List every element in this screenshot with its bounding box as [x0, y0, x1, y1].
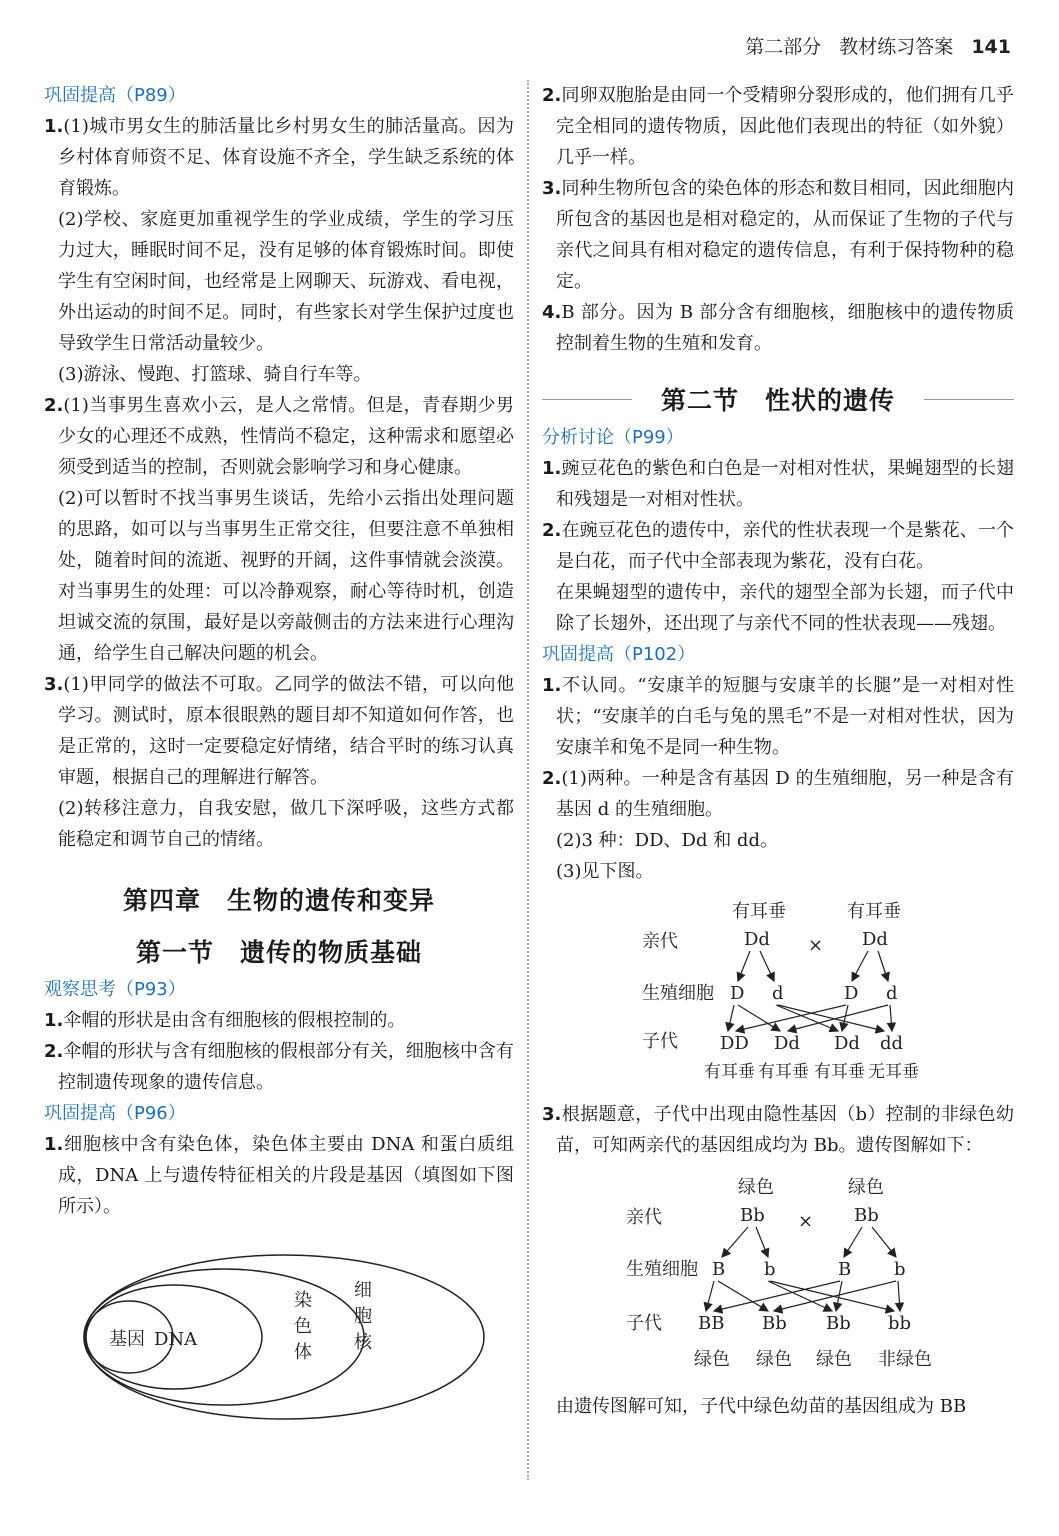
section-title: 巩固提高（P102） [542, 644, 696, 665]
left-column [44, 80, 514, 1426]
child-3: Bb [826, 1313, 851, 1334]
parent2-genotype: Bb [854, 1205, 879, 1226]
answer-item [44, 390, 514, 483]
item-number: 3. [542, 178, 562, 199]
item-number: 1. [44, 1010, 64, 1031]
answer-text: (2)学校、家庭更加重视学生的学业成绩，学生的学习压力过大，睡眠时间不足，没有足够的体育锻炼时间。即使学生有空闲时间，也经常是上网聊天、玩游戏、看电视，外出运动的时间不足。同时，有些家长对学生保护过度也导致学生日常活动量较少。 [58, 209, 514, 354]
parent1-trait: 绿色 [738, 1177, 774, 1198]
answer-text: 同种生物所包含的染色体的形态和数目相同，因此细胞内所包含的基因也是相对稳定的，从而保证了生物的子代与亲代之间具有相对稳定的遗传信息，有利于保持物种的稳定。 [556, 178, 1014, 292]
answer-text: (2)转移注意力，自我安慰，做几下深呼吸，这些方式都能稳定和调节自己的情绪。 [58, 798, 514, 850]
item-number: 4. [542, 302, 562, 323]
answer-text: (3)见下图。 [556, 861, 654, 882]
answer-item [44, 1005, 514, 1036]
gamete-4: b [894, 1259, 906, 1280]
page-number: 141 [971, 36, 1011, 58]
answer-text: 豌豆花色的紫色和白色是一对相对性状，果蝇翅型的长翅和残翅是一对相对性状。 [556, 458, 1014, 510]
gamete-4: d [886, 983, 898, 1004]
child-4: dd [880, 1033, 904, 1054]
parent-label: 亲代 [626, 1207, 662, 1228]
answer-text: 由遗传图解可知，子代中绿色幼苗的基因组成为 BB [556, 1396, 967, 1417]
child-2: Dd [774, 1033, 800, 1054]
section-title: 巩固提高（P96） [44, 1103, 186, 1124]
header-part: 第二部分 [745, 36, 822, 58]
answer-item [44, 1036, 514, 1098]
section-heading: 第一节 遗传的物质基础 [135, 938, 422, 967]
child-1: DD [720, 1033, 749, 1054]
item-number: 3. [542, 1104, 562, 1125]
parent1-genotype: Bb [740, 1205, 765, 1226]
answer-text: 在果蝇翅型的遗传中，亲代的翅型全部为长翅，而子代中除了长翅外，还出现了与亲代不同的性状表现——残翅。 [556, 582, 1014, 634]
answer-item [542, 453, 1014, 515]
section-heading: 第二节 性状的遗传 [542, 381, 1014, 417]
answer-item [44, 669, 514, 793]
answer-text: (1)当事男生喜欢小云，是人之常情。但是，青春期少男少女的心理还不成熟，性情尚不稳定，这种需求和愿望必须受到适当的控制，否则就会影响学习和身心健康。 [58, 395, 514, 478]
answer-item [542, 173, 1014, 297]
answer-text: (1)城市男女生的肺活量比乡村男女生的肺活量高。因为乡村体育师资不足、体育设施不齐全，学生缺乏系统的体育锻炼。 [58, 116, 514, 199]
page-header [733, 32, 1011, 59]
earlobe-cross-diagram [542, 887, 1014, 1091]
child-trait-4: 非绿色 [878, 1349, 932, 1370]
parent2-trait: 绿色 [848, 1177, 884, 1198]
child-trait-2: 有耳垂 [758, 1062, 809, 1082]
answer-text: B 部分。因为 B 部分含有细胞核，细胞核中的遗传物质控制着生物的生殖和发育。 [556, 302, 1014, 354]
gamete-label: 生殖细胞 [642, 983, 714, 1004]
answer-text: (2)3 种：DD、Dd 和 dd。 [556, 830, 778, 851]
section-title: 巩固提高（P89） [44, 85, 186, 106]
chapter-title: 第四章 生物的遗传和变异 [122, 886, 435, 915]
parent2-trait: 有耳垂 [847, 901, 901, 922]
chromosome-label-2: 色 [294, 1316, 312, 1337]
child-label: 子代 [626, 1313, 662, 1334]
item-number: 1. [44, 1134, 64, 1155]
parent1-trait: 有耳垂 [732, 901, 786, 922]
gene-label: 基因 [109, 1329, 145, 1350]
answer-item [542, 670, 1014, 763]
answer-item [542, 80, 1014, 173]
cross-symbol: × [808, 935, 824, 956]
answer-item [542, 1099, 1014, 1161]
answer-text: (2)可以暂时不找当事男生谈话，先给小云指出处理问题的思路，如可以与当事男生正常交往，但要注意不单独相处，随着时间的流逝、视野的开阔，这件事情就会淡漠。对当事男生的处理：可以冷静观察，耐心等待时机，创造坦诚交流的氛围，最好是以旁敲侧击的方法来进行心理沟通，给学生自己解决问题的机会。 [58, 488, 514, 664]
item-number: 2. [44, 395, 64, 416]
answer-item [542, 763, 1014, 825]
gamete-1: D [730, 983, 745, 1004]
nucleus-diagram [44, 1252, 514, 1426]
item-number: 2. [44, 1041, 64, 1062]
answer-text: (3)游泳、慢跑、打篮球、骑自行车等。 [58, 364, 372, 385]
answer-text: (1)两种。一种是含有基因 D 的生殖细胞，另一种是含有基因 d 的生殖细胞。 [556, 768, 1014, 820]
section-title: 观察思考（P93） [44, 979, 186, 1000]
right-column [542, 80, 1014, 1422]
gamete-3: D [844, 983, 859, 1004]
item-number: 1. [542, 675, 562, 696]
answer-text: 伞帽的形状是由含有细胞核的假根控制的。 [63, 1010, 406, 1031]
item-number: 3. [44, 674, 64, 695]
child-trait-2: 绿色 [756, 1349, 792, 1370]
answer-text: 在豌豆花色的遗传中，亲代的性状表现一个是紫花、一个是白花，而子代中全部表现为紫花，没有白花。 [556, 520, 1014, 572]
gamete-2: b [764, 1259, 776, 1280]
column-divider [527, 80, 529, 1480]
answer-text: 不认同。“安康羊的短腿与安康羊的长腿”是一对相对性状；“安康羊的白毛与兔的黑毛”不是一对相对性状，因为安康羊和兔不是同一种生物。 [556, 675, 1014, 758]
parent-label: 亲代 [642, 931, 678, 952]
answer-text: (1)甲同学的做法不可取。乙同学的做法不错，可以向他学习。测试时，原本很眼熟的题目却不知道如何作答，也是正常的，这时一定要稳定好情绪，结合平时的练习认真审题，根据自己的理解进行解答。 [58, 674, 514, 788]
answer-item [542, 515, 1014, 577]
item-number: 1. [542, 458, 562, 479]
answer-item [44, 111, 514, 204]
child-3: Dd [834, 1033, 860, 1054]
item-number: 1. [44, 116, 64, 137]
child-label: 子代 [642, 1031, 678, 1052]
parent2-genotype: Dd [862, 929, 888, 950]
item-number: 2. [542, 520, 562, 541]
chromosome-label-1: 染 [294, 1290, 312, 1311]
parent1-genotype: Dd [744, 929, 770, 950]
cross-symbol: × [798, 1211, 814, 1232]
chromosome-label-3: 体 [294, 1342, 312, 1363]
item-number: 2. [542, 768, 562, 789]
dna-label: DNA [154, 1329, 198, 1350]
child-trait-3: 绿色 [816, 1349, 852, 1370]
gamete-1: B [712, 1259, 726, 1280]
item-number: 2. [542, 85, 562, 106]
gamete-3: B [838, 1259, 852, 1280]
answer-text: 细胞核中含有染色体，染色体主要由 DNA 和蛋白质组成，DNA 上与遗传特征相关的片段是基因（填图如下图所示）。 [58, 1134, 514, 1217]
child-2: Bb [762, 1313, 787, 1334]
nucleus-label-1: 细 [354, 1280, 372, 1301]
answer-text: 同卵双胞胎是由同一个受精卵分裂形成的，他们拥有几乎完全相同的遗传物质，因此他们表现出的特征（如外貌）几乎一样。 [556, 85, 1014, 168]
child-4: bb [888, 1313, 912, 1334]
child-trait-4: 无耳垂 [868, 1062, 919, 1082]
answer-item [44, 1129, 514, 1222]
nucleus-label-3: 核 [354, 1332, 372, 1353]
child-trait-1: 绿色 [694, 1349, 730, 1370]
seedling-cross-diagram [542, 1171, 1014, 1385]
section-title: 分析讨论（P99） [542, 427, 684, 448]
answer-text: 伞帽的形状与含有细胞核的假根部分有关，细胞核中含有控制遗传现象的遗传信息。 [58, 1041, 514, 1093]
child-trait-3: 有耳垂 [814, 1062, 865, 1082]
child-1: BB [698, 1313, 725, 1334]
header-title: 教材练习答案 [839, 36, 954, 58]
answer-item [542, 297, 1014, 359]
gamete-label: 生殖细胞 [626, 1259, 698, 1280]
answer-text: 根据题意，子代中出现由隐性基因（b）控制的非绿色幼苗，可知两亲代的基因组成均为 Bb。遗传图解如下： [556, 1104, 1014, 1156]
nucleus-label-2: 胞 [354, 1306, 372, 1327]
gamete-2: d [772, 983, 784, 1004]
child-trait-1: 有耳垂 [704, 1062, 755, 1082]
